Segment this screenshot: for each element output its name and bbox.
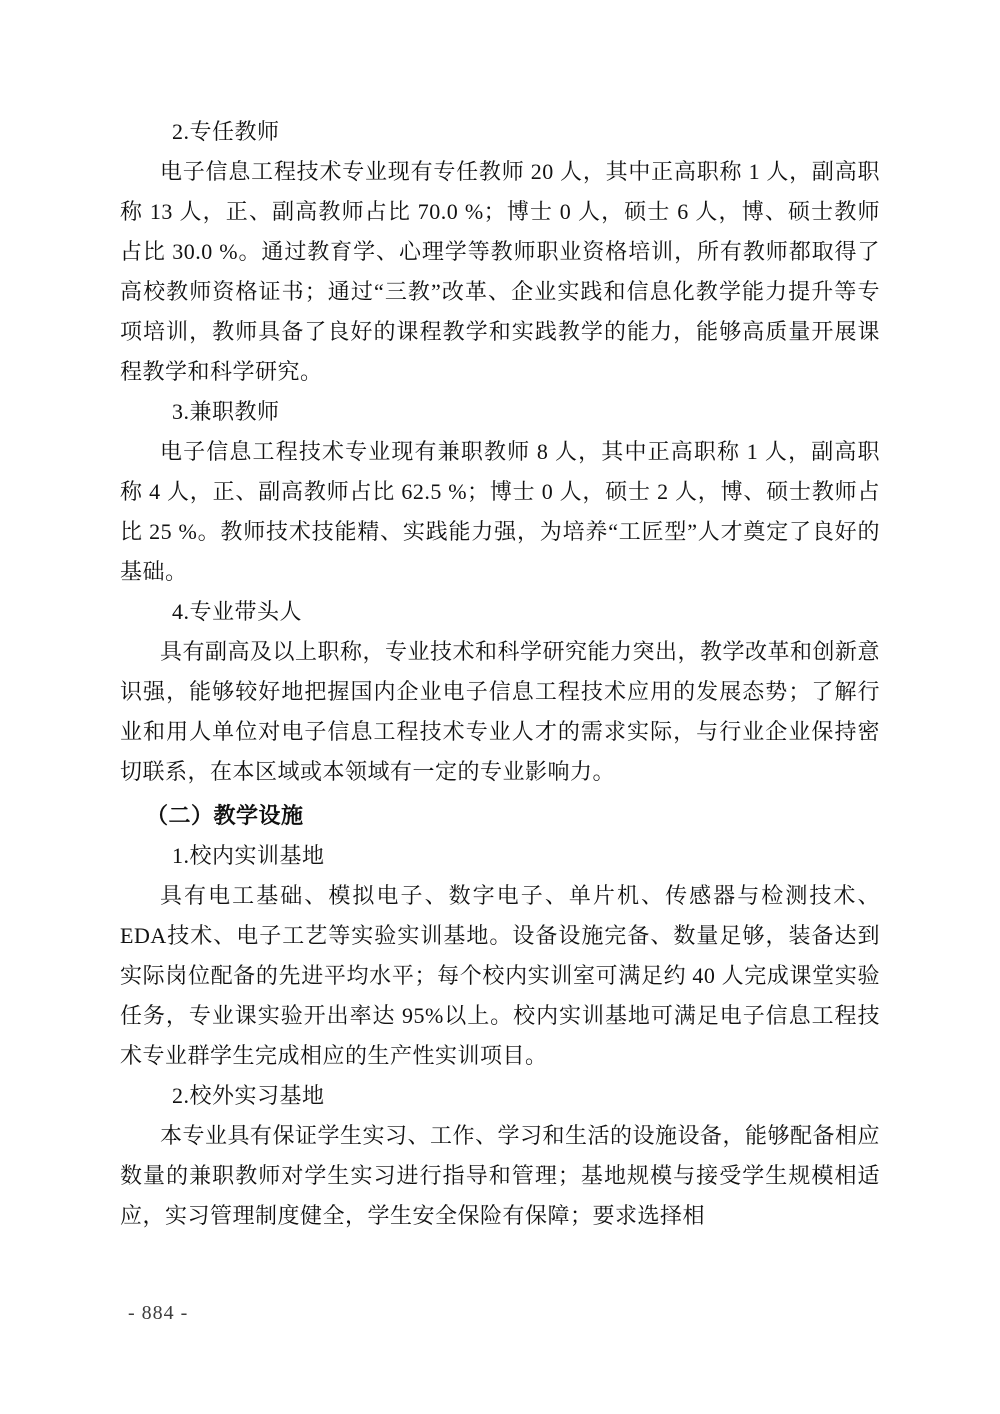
document-body [120, 112, 880, 1236]
subheading-major-leader: 4.专业带头人 [172, 599, 303, 624]
subheading-parttime-teachers: 3.兼职教师 [172, 399, 280, 424]
subheading-on-campus-training-base: 1.校内实训基地 [172, 843, 325, 868]
para-fulltime-teachers: 电子信息工程技术专业现有专任教师 20 人，其中正高职称 1 人，副高职称 13 人，正、副高教师占比 70.0 %；博士 0 人，硕士 6 人，博、硕士教师占比 30.0 %。通过教育学、心理学等教师职业资格培训，所有教师都取得了高校教师资格证书；通过“三教”改革、企业实践和信息化教学能力提升等专项培训，教师具备了良好的课程教学和实践教学的能力，能够高质量开展课程教学和科学研究。 [120, 159, 880, 384]
page-number: - 884 - [128, 1302, 189, 1324]
subheading-off-campus-practice-base: 2.校外实习基地 [172, 1083, 325, 1108]
para-major-leader: 具有副高及以上职称，专业技术和科学研究能力突出，教学改革和创新意识强，能够较好地把握国内企业电子信息工程技术应用的发展态势；了解行业和用人单位对电子信息工程技术专业人才的需求实际，与行业企业保持密切联系，在本区域或本领域有一定的专业影响力。 [120, 639, 881, 784]
heading-teaching-facilities: （二）教学设施 [146, 803, 304, 828]
para-on-campus-training-base: 具有电工基础、模拟电子、数字电子、单片机、传感器与检测技术、EDA技术、电子工艺等实验实训基地。设备设施完备、数量足够，装备达到实际岗位配备的先进平均水平；每个校内实训室可满足约 40 人完成课堂实验任务，专业课实验开出率达 95%以上。校内实训基地可满足电子信息工程技术专业群学生完成相应的生产性实训项目。 [120, 883, 880, 1068]
para-off-campus-practice-base: 本专业具有保证学生实习、工作、学习和生活的设施设备，能够配备相应数量的兼职教师对学生实习进行指导和管理；基地规模与接受学生规模相适应，实习管理制度健全，学生安全保险有保障；要求选择相 [120, 1123, 881, 1228]
para-parttime-teachers: 电子信息工程技术专业现有兼职教师 8 人，其中正高职称 1 人，副高职称 4 人，正、副高教师占比 62.5 %；博士 0 人，硕士 2 人，博、硕士教师占比 25 %。教师技术技能精、实践能力强，为培养“工匠型”人才奠定了良好的基础。 [120, 439, 880, 584]
subheading-fulltime-teachers: 2.专任教师 [172, 119, 280, 144]
